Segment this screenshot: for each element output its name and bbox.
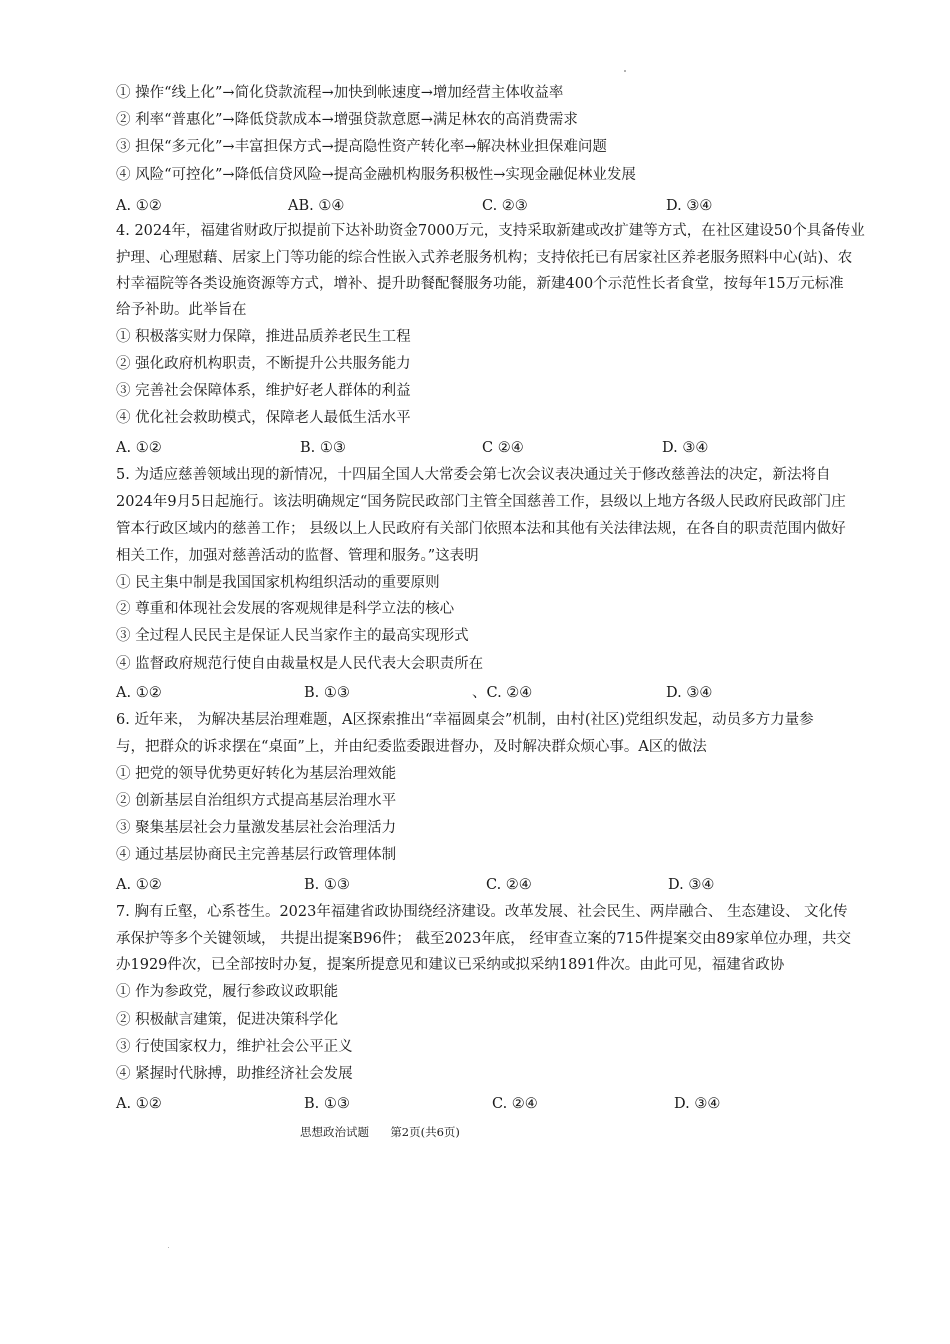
q5-item-3: ③ 全过程人民民主是保证人民当家作主的最高实现形式 bbox=[116, 628, 469, 644]
scan-speck bbox=[624, 70, 626, 72]
q4-stem-line-1: 4. 2024年，福建省财政厅拟提前下达补助资金7000万元，支持采取新建或改扩建等方式，在社区建设50个具备传业 bbox=[116, 223, 865, 239]
q3-item-3: ③ 担保“多元化”→丰富担保方式→提高隐性资产转化率→解决林业担保难问题 bbox=[116, 139, 607, 155]
q5-option-d: D. ③④ bbox=[666, 685, 713, 701]
q6-item-4: ④ 通过基层协商民主完善基层行政管理体制 bbox=[116, 847, 397, 863]
q7-item-1: ① 作为参政党，履行参政议政职能 bbox=[116, 984, 339, 1000]
q6-item-3: ③ 聚集基层社会力量激发基层社会治理活力 bbox=[116, 820, 397, 836]
q3-option-a: A. ①② bbox=[116, 198, 162, 214]
q7-stem-line-3: 办1929件次，已全部按时办复，提案所提意见和建议已采纳或拟采纳1891件次。由此可见，福建省政协 bbox=[116, 957, 785, 973]
q5-item-1: ① 民主集中制是我国国家机构组织活动的重要原则 bbox=[116, 575, 440, 591]
q4-stem-line-3: 村幸福院等各类设施资源等方式，增补、提升助餐配餐服务功能，新建400个示范性长者食堂，按每年15万元标准 bbox=[116, 276, 844, 292]
q5-option-c: 、C. ②④ bbox=[472, 685, 533, 701]
q4-options bbox=[116, 438, 916, 458]
q5-item-4: ④ 监督政府规范行使自由裁量权是人民代表大会职责所在 bbox=[116, 656, 484, 672]
q3-option-c: C. ②③ bbox=[482, 198, 528, 214]
q4-stem-line-4: 给予补助。此举旨在 bbox=[116, 302, 247, 318]
q7-stem-line-1: 7. 胸有丘壑，心系苍生。2023年福建省政协围绕经济建设。改革发展、社会民生、两岸融合、 生态建设、 文化传 bbox=[116, 904, 848, 920]
q6-option-a: A. ①② bbox=[116, 877, 162, 893]
q3-options bbox=[116, 196, 916, 216]
q5-stem-line-1: 5. 为适应慈善领域出现的新情况，十四届全国人大常委会第七次会议表决通过关于修改慈善法的决定，新法将自 bbox=[116, 467, 831, 483]
q4-option-b: B. ①③ bbox=[300, 440, 346, 456]
q5-option-b: B. ①③ bbox=[304, 685, 350, 701]
q3-item-2: ② 利率“普惠化”→降低贷款成本→增强贷款意愿→满足林农的高消费需求 bbox=[116, 112, 578, 128]
q6-stem-line-1: 6. 近年来， 为解决基层治理难题，A区探索推出“幸福圆桌会”机制，由村(社区)党组织发起，动员多方力量参 bbox=[116, 712, 814, 728]
q3-item-4: ④ 风险“可控化”→降低信贷风险→提高金融机构服务积极性→实现金融促林业发展 bbox=[116, 167, 636, 183]
q7-option-c: C. ②④ bbox=[492, 1096, 538, 1112]
q5-option-a: A. ①② bbox=[116, 685, 162, 701]
footer-subject: 思想政治试题 bbox=[300, 1125, 369, 1139]
q7-item-2: ② 积极献言建策，促进决策科学化 bbox=[116, 1012, 339, 1028]
q6-item-1: ① 把党的领导优势更好转化为基层治理效能 bbox=[116, 766, 397, 782]
q4-item-2: ② 强化政府机构职责，不断提升公共服务能力 bbox=[116, 356, 411, 372]
q6-option-d: D. ③④ bbox=[668, 877, 715, 893]
q5-stem-line-3: 管本行政区域内的慈善工作； 县级以上人民政府有关部门依照本法和其他有关法律法规，在各自的职责范围内做好 bbox=[116, 521, 846, 537]
q4-option-c: C ②④ bbox=[482, 440, 524, 456]
q7-option-a: A. ①② bbox=[116, 1096, 162, 1112]
q6-option-b: B. ①③ bbox=[304, 877, 350, 893]
q4-item-4: ④ 优化社会救助模式，保障老人最低生活水平 bbox=[116, 410, 411, 426]
q5-item-2: ② 尊重和体现社会发展的客观规律是科学立法的核心 bbox=[116, 601, 455, 617]
q5-stem-line-2: 2024年9月5日起施行。该法明确规定“国务院民政部门主管全国慈善工作，县级以上地方各级人民政府民政部门庄 bbox=[116, 494, 846, 510]
q6-option-c: C. ②④ bbox=[486, 877, 532, 893]
q7-item-3: ③ 行使国家权力，维护社会公平正义 bbox=[116, 1039, 353, 1055]
q7-stem-line-2: 承保护等多个关键领域， 共提出提案B96件； 截至2023年底， 经审查立案的715件提案交由89家单位办理，共交 bbox=[116, 931, 851, 947]
q5-options bbox=[116, 683, 916, 703]
footer-page-number: 第2页(共6页) bbox=[390, 1125, 460, 1139]
q6-options bbox=[116, 875, 916, 895]
q7-option-d: D. ③④ bbox=[674, 1096, 721, 1112]
q5-stem-line-4: 相关工作，加强对慈善活动的监督、管理和服务。”这表明 bbox=[116, 548, 479, 564]
page-footer bbox=[300, 1124, 460, 1140]
q3-item-1: ① 操作“线上化”→简化贷款流程→加快到帐速度→增加经营主体收益率 bbox=[116, 85, 564, 101]
q4-item-3: ③ 完善社会保障体系，维护好老人群体的利益 bbox=[116, 383, 411, 399]
q6-item-2: ② 创新基层自治组织方式提高基层治理水平 bbox=[116, 793, 397, 809]
q7-options bbox=[116, 1094, 916, 1114]
q7-item-4: ④ 紧握时代脉搏，助推经济社会发展 bbox=[116, 1066, 353, 1082]
q4-option-a: A. ①② bbox=[116, 440, 162, 456]
q4-item-1: ① 积极落实财力保障，推进品质养老民生工程 bbox=[116, 329, 411, 345]
q3-option-b: AB. ①④ bbox=[288, 198, 345, 214]
q6-stem-line-2: 与，把群众的诉求摆在“桌面”上，并由纪委监委跟进督办，及时解决群众烦心事。A区的做法 bbox=[116, 739, 707, 755]
q7-option-b: B. ①③ bbox=[304, 1096, 350, 1112]
q4-stem-line-2: 护理、心理慰藉、居家上门等功能的综合性嵌入式养老服务机构；支持依托已有居家社区养老服务照料中心(站)、农 bbox=[116, 250, 853, 266]
q4-option-d: D. ③④ bbox=[662, 440, 709, 456]
q3-option-d: D. ③④ bbox=[666, 198, 713, 214]
scan-speck bbox=[168, 1247, 169, 1248]
